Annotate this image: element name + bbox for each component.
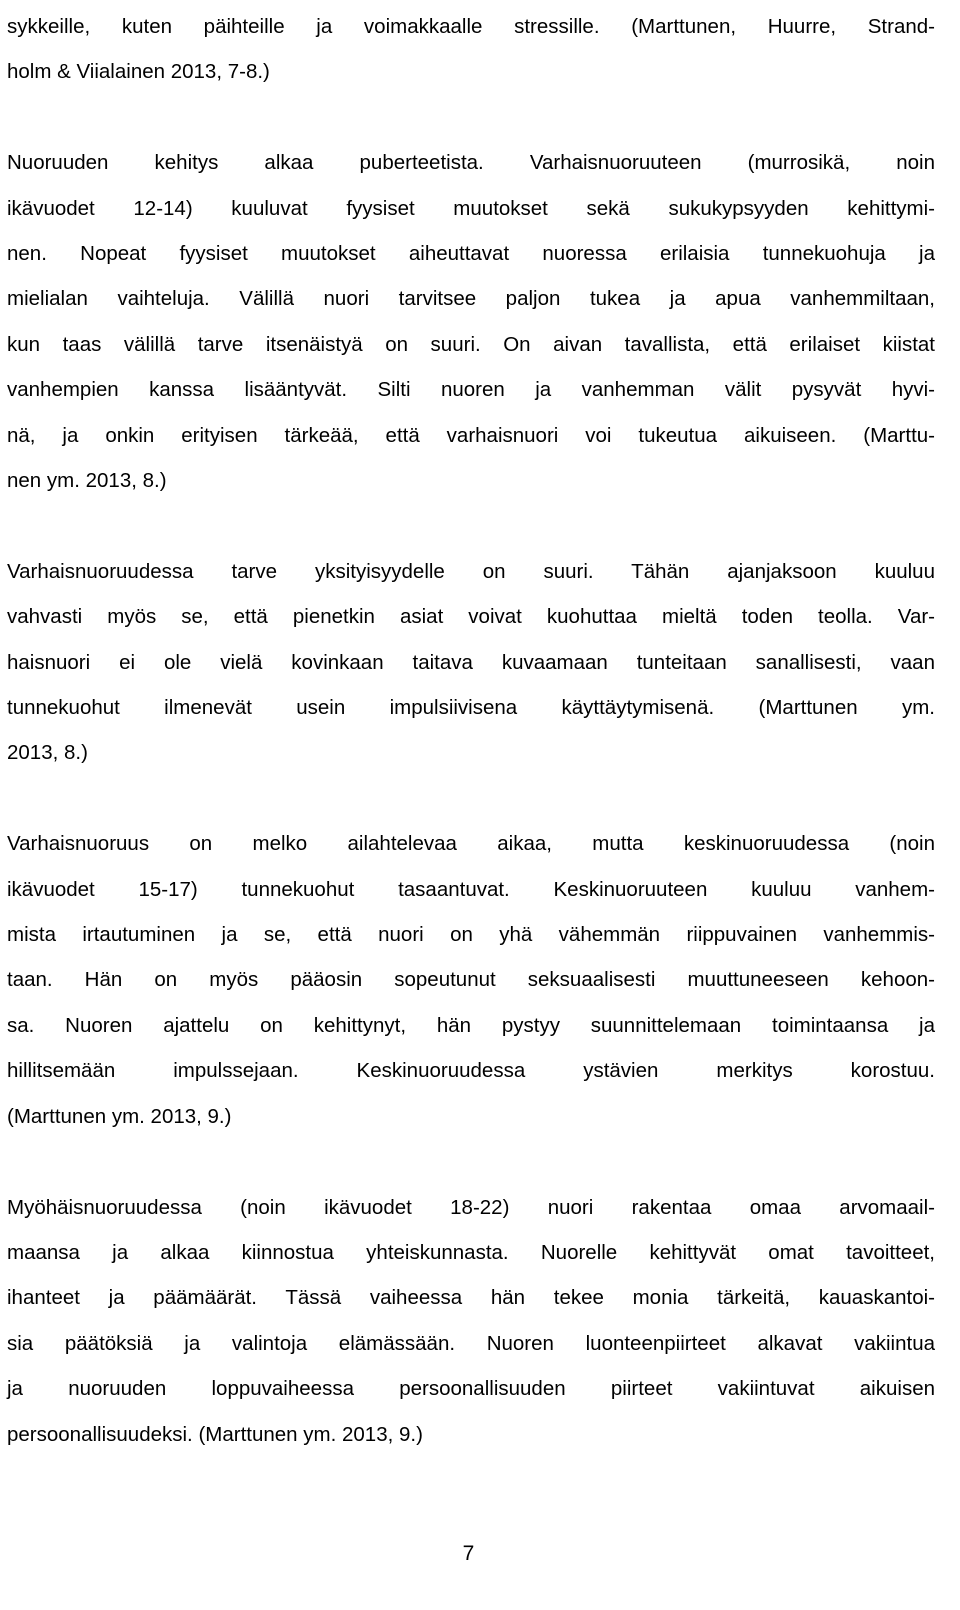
text-line: sykkeille, kuten päihteille ja voimakkaalle stressille. (Marttunen, Huurre, Strand- — [7, 15, 935, 38]
paragraph-gap — [7, 776, 935, 821]
text-line: ja nuoruuden loppuvaiheessa persoonallisuuden piirteet vakiintuvat aikuisen — [7, 1377, 935, 1401]
paragraph-2 — [7, 140, 935, 503]
text-line: vanhempien kanssa lisääntyvät. Silti nuoren ja vanhemman välit pysyvät hyvi- — [7, 378, 935, 402]
text-line: sia päätöksiä ja valintoja elämässään. Nuoren luonteenpiirteet alkavat vakiintua — [7, 1331, 935, 1355]
text-line: holm & Viialainen 2013, 7-8.) — [7, 60, 270, 84]
paragraph-5 — [7, 1185, 935, 1457]
text-line: nen ym. 2013, 8.) — [7, 469, 167, 493]
paragraph-3 — [7, 549, 935, 776]
paragraph-gap — [7, 503, 935, 548]
text-line: ikävuodet 12-14) kuuluvat fyysiset muutokset sekä sukukypsyyden kehittymi- — [7, 196, 935, 220]
paragraph-1 — [7, 4, 935, 95]
paragraph-gap — [7, 95, 935, 140]
text-line: persoonallisuudeksi. (Marttunen ym. 2013, 9.) — [7, 1422, 423, 1446]
text-line: haisnuori ei ole vielä kovinkaan taitava kuvaamaan tunteitaan sanallisesti, vaan — [7, 650, 935, 674]
text-line: Varhaisnuoruus on melko ailahtelevaa aikaa, mutta keskinuoruudessa (noin — [7, 832, 935, 856]
text-line: Nuoruuden kehitys alkaa puberteetista. Varhaisnuoruuteen (murrosikä, noin — [7, 151, 935, 175]
text-line: Myöhäisnuoruudessa (noin ikävuodet 18-22) nuori rakentaa omaa arvomaail- — [7, 1195, 935, 1219]
text-line: vahvasti myös se, että pienetkin asiat voivat kuohuttaa mieltä toden teolla. Var- — [7, 605, 935, 629]
paragraph-gap — [7, 1139, 935, 1184]
text-line: 2013, 8.) — [7, 741, 88, 765]
text-line: taan. Hän on myös pääosin sopeutunut seksuaalisesti muuttuneeseen kehoon- — [7, 968, 935, 992]
text-line: ihanteet ja päämäärät. Tässä vaiheessa hän tekee monia tärkeitä, kauaskantoi- — [7, 1286, 935, 1310]
page-number: 7 — [462, 1542, 475, 1565]
text-line: maansa ja alkaa kiinnostua yhteiskunnasta. Nuorelle kehittyvät omat tavoitteet, — [7, 1240, 935, 1264]
text-line: nä, ja onkin erityisen tärkeää, että varhaisnuori voi tukeutua aikuiseen. (Marttu- — [7, 423, 935, 447]
text-line: sa. Nuoren ajattelu on kehittynyt, hän pystyy suunnittelemaan toimintaansa ja — [7, 1013, 935, 1037]
text-line: tunnekuohut ilmenevät usein impulsiivisena käyttäytymisenä. (Marttunen ym. — [7, 696, 935, 720]
text-line: mielialan vaihteluja. Välillä nuori tarvitsee paljon tukea ja apua vanhemmiltaan, — [7, 287, 935, 311]
text-line: nen. Nopeat fyysiset muutokset aiheuttavat nuoressa erilaisia tunnekuohuja ja — [7, 242, 935, 266]
text-line: (Marttunen ym. 2013, 9.) — [7, 1104, 232, 1128]
text-line: Varhaisnuoruudessa tarve yksityisyydelle on suuri. Tähän ajanjaksoon kuuluu — [7, 559, 935, 583]
text-line: kun taas välillä tarve itsenäistyä on suuri. On aivan tavallista, että erilaiset kiistat — [7, 332, 935, 356]
text-line: mista irtautuminen ja se, että nuori on yhä vähemmän riippuvainen vanhemmis- — [7, 923, 935, 947]
document-page — [7, 4, 935, 1457]
text-line: hillitsemään impulssejaan. Keskinuoruudessa ystävien merkitys korostuu. — [7, 1059, 935, 1083]
paragraph-4 — [7, 821, 935, 1139]
text-line: ikävuodet 15-17) tunnekuohut tasaantuvat. Keskinuoruuteen kuuluu vanhem- — [7, 877, 935, 901]
